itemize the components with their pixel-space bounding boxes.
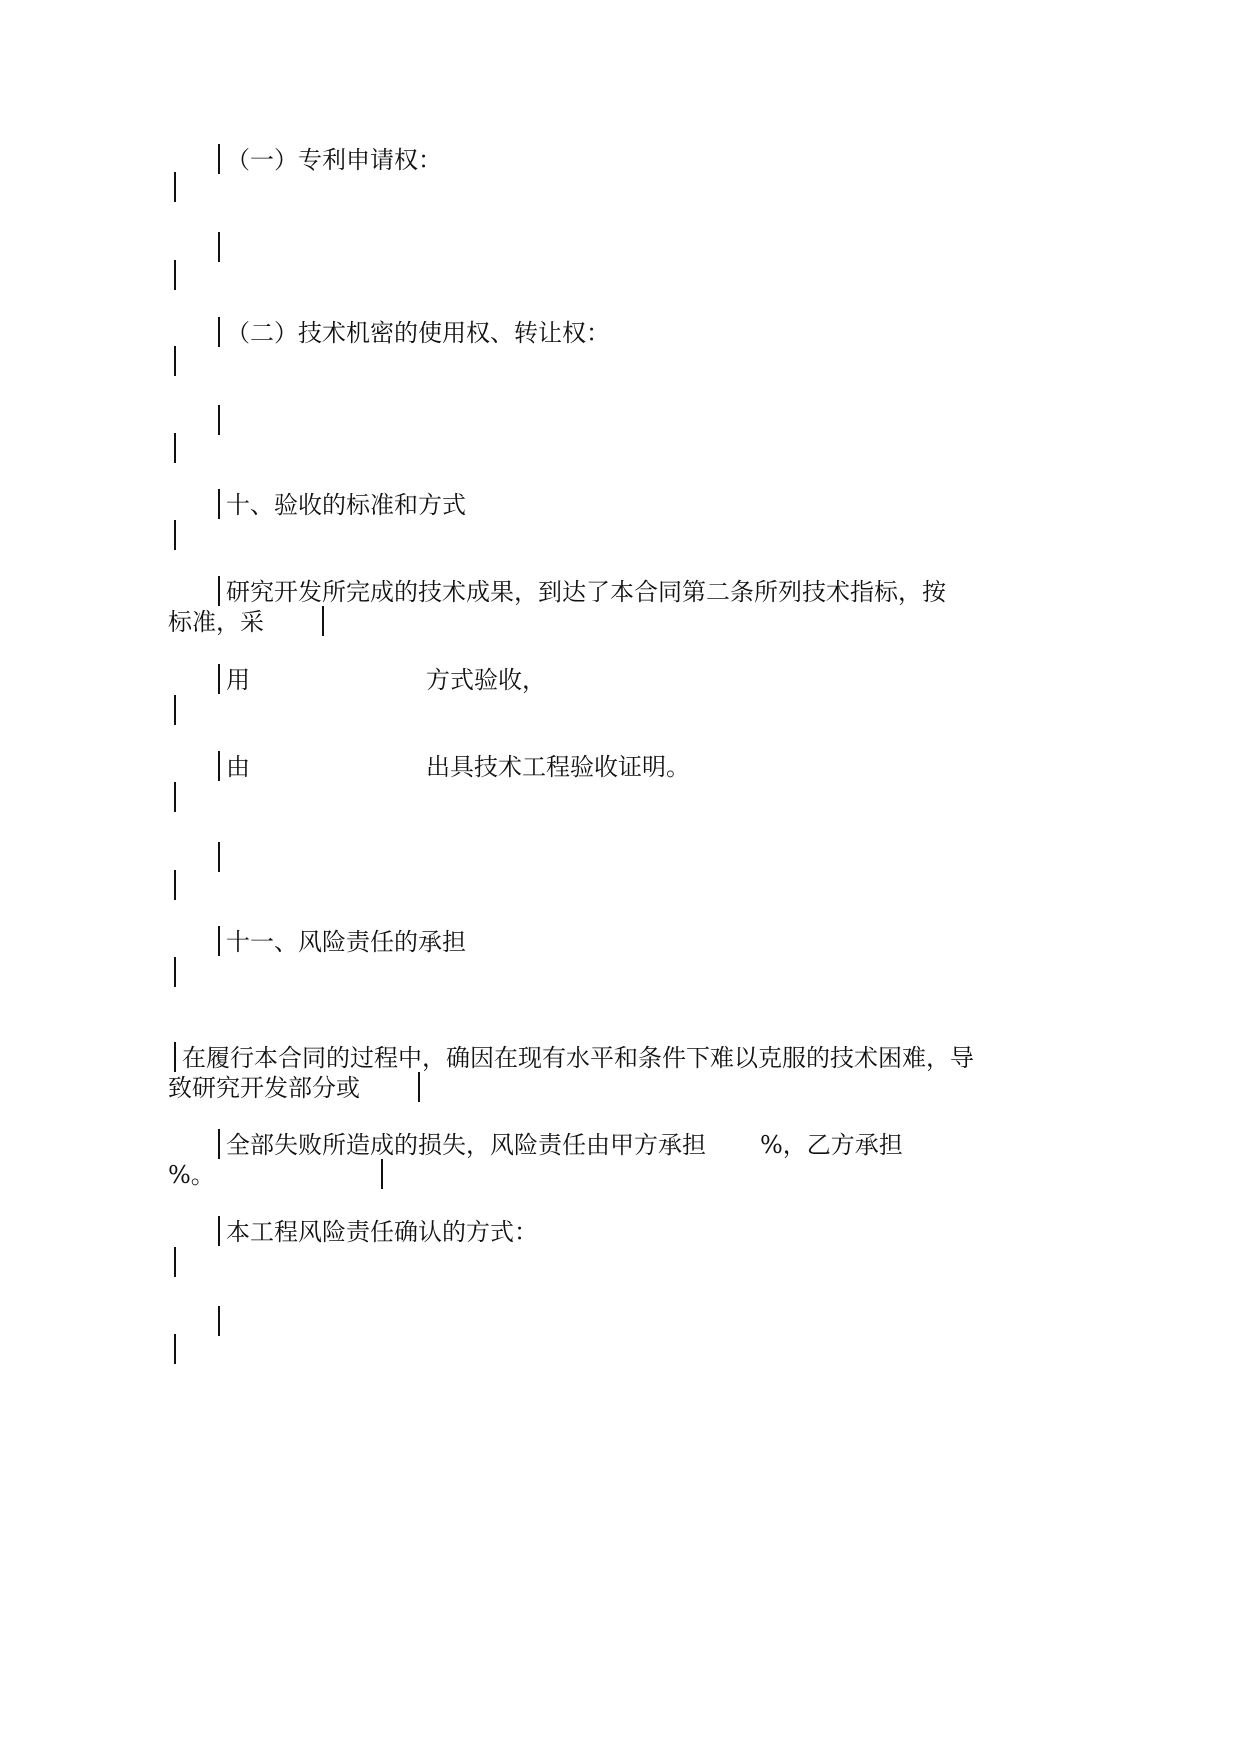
- margin-bar: [174, 695, 176, 725]
- risk-share-line2: [168, 1160, 383, 1192]
- margin-bar: [218, 926, 220, 956]
- acceptance-certificate-prefix: 由: [226, 753, 250, 781]
- margin-bar: [174, 1334, 176, 1364]
- margin-bar: [322, 606, 324, 636]
- risk-share-line1: [218, 1130, 903, 1162]
- margin-bar: [174, 1042, 176, 1072]
- margin-bar: [218, 317, 220, 347]
- risk-paragraph-line1-text: 在履行本合同的过程中，确因在现有水平和条件下难以克服的技术困难，导: [182, 1044, 974, 1072]
- risk-paragraph-line1: [174, 1043, 974, 1075]
- acceptance-certificate-suffix: 出具技术工程验收证明。: [426, 753, 690, 781]
- risk-confirmation-line: [218, 1217, 538, 1249]
- margin-bar: [218, 405, 220, 435]
- margin-bar: [218, 1216, 220, 1246]
- margin-bar: [218, 576, 220, 606]
- margin-bar: [174, 1247, 176, 1277]
- risk-paragraph-line2: [168, 1073, 420, 1105]
- margin-bar: [174, 172, 176, 202]
- section-10-heading: [218, 490, 466, 522]
- margin-bar: [174, 520, 176, 550]
- margin-bar: [174, 346, 176, 376]
- technical-secret-right-line: [218, 318, 610, 350]
- acceptance-paragraph-line1: [218, 577, 946, 609]
- margin-bar: [218, 1129, 220, 1159]
- acceptance-certificate-line: [218, 752, 690, 784]
- acceptance-paragraph-line1-text: 研究开发所完成的技术成果，到达了本合同第二条所列技术指标，按: [226, 578, 946, 606]
- risk-paragraph-line2-text: 致研究开发部分或: [168, 1074, 360, 1102]
- margin-bar: [218, 232, 220, 262]
- margin-bar: [174, 433, 176, 463]
- acceptance-paragraph-line2-text: 标准，采: [168, 608, 264, 636]
- margin-bar: [381, 1159, 383, 1189]
- margin-bar: [218, 751, 220, 781]
- margin-bar: [174, 782, 176, 812]
- margin-bar: [218, 144, 220, 174]
- margin-bar: [218, 842, 220, 872]
- acceptance-paragraph-line2: [168, 607, 324, 639]
- margin-bar: [218, 664, 220, 694]
- margin-bar: [218, 1306, 220, 1336]
- risk-confirmation-text: 本工程风险责任确认的方式：: [226, 1218, 538, 1246]
- patent-application-right-line: [218, 145, 442, 177]
- margin-bar: [218, 489, 220, 519]
- margin-bar: [418, 1072, 420, 1102]
- margin-bar: [174, 260, 176, 290]
- acceptance-method-line: [218, 665, 546, 697]
- acceptance-method-suffix: 方式验收，: [426, 666, 546, 694]
- risk-share-end-text: %。: [168, 1161, 215, 1189]
- acceptance-method-prefix: 用: [226, 666, 250, 694]
- section-11-heading-text: 十一、风险责任的承担: [226, 928, 466, 956]
- risk-share-party-a-text: 全部失败所造成的损失，风险责任由甲方承担: [226, 1131, 706, 1159]
- margin-bar: [174, 870, 176, 900]
- margin-bar: [174, 957, 176, 987]
- risk-share-party-b-text: %，乙方承担: [760, 1131, 903, 1159]
- patent-application-right-text: （一）专利申请权：: [226, 146, 442, 174]
- technical-secret-right-text: （二）技术机密的使用权、转让权：: [226, 319, 610, 347]
- section-11-heading: [218, 927, 466, 959]
- section-10-heading-text: 十、验收的标准和方式: [226, 491, 466, 519]
